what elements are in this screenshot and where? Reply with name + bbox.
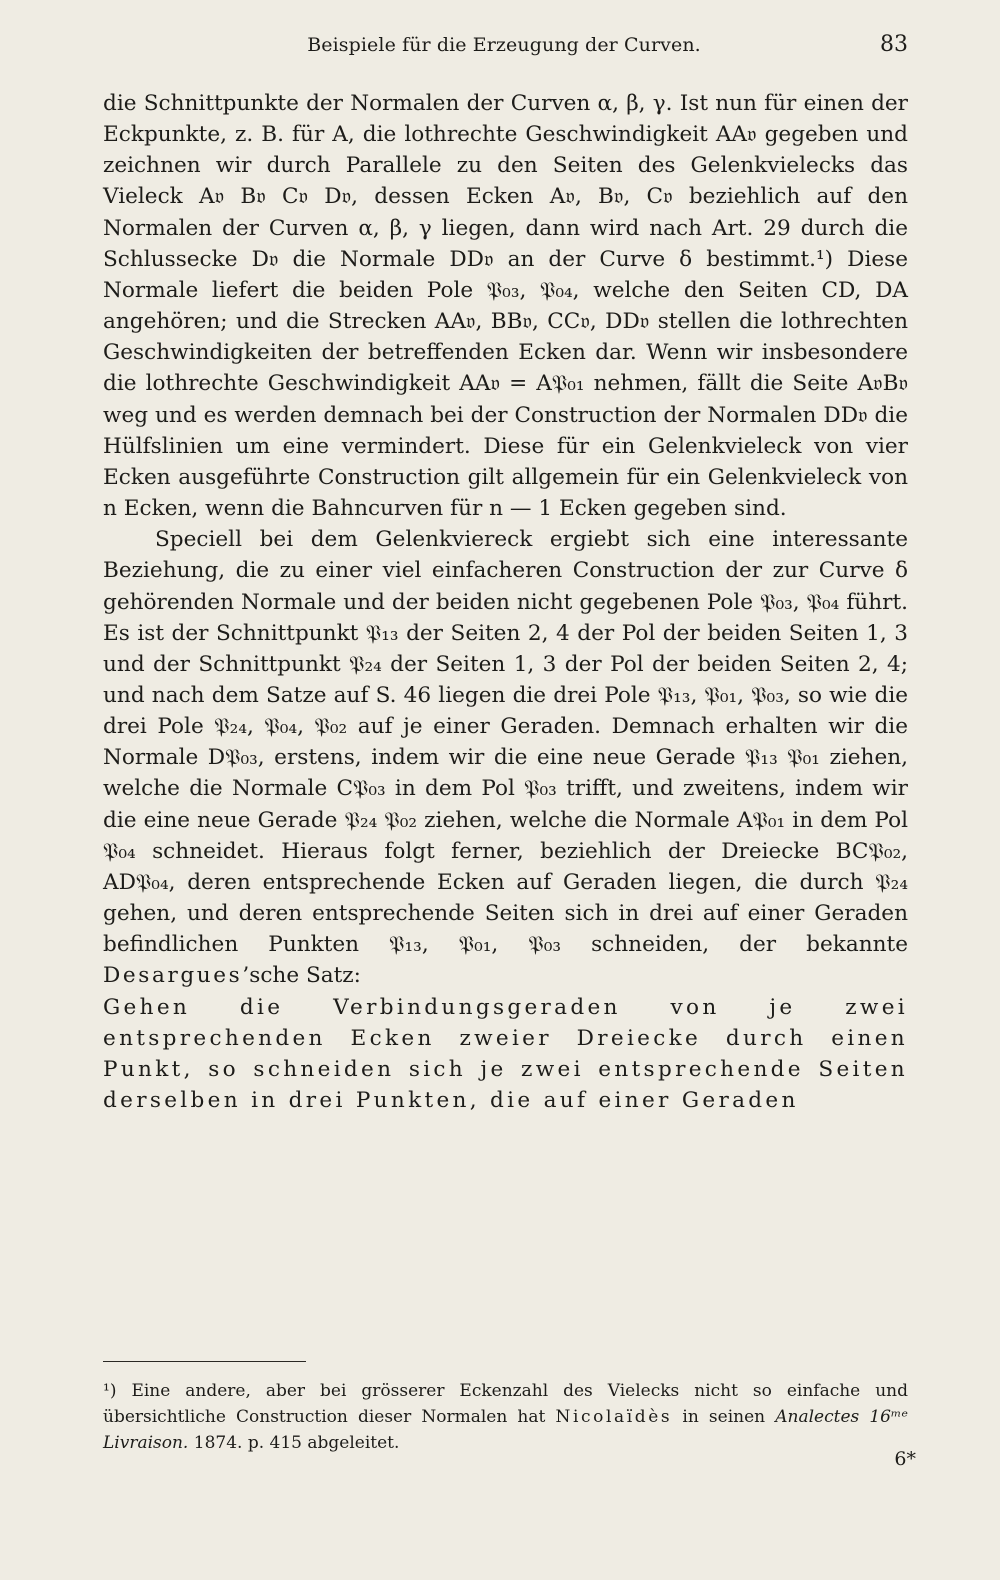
footnote-marker: ¹) <box>103 1381 117 1401</box>
body-text <box>103 88 908 1116</box>
paragraph-text-end: ’sche Satz: <box>242 963 361 989</box>
footnote-author: Nicolaïdès <box>555 1407 673 1427</box>
footnote-work-title: Analectes 16ᵐᵉ Livraison. <box>103 1407 909 1453</box>
paragraph <box>103 524 908 991</box>
footnote-text: Eine andere, aber bei grösserer Eckenzahl des Vielecks nicht so einfache und übersichtliche Construction dieser Normalen hat <box>103 1381 908 1427</box>
footnote-text: 1874. p. 415 abgeleitet. <box>193 1433 400 1453</box>
paragraph-text: Speciell bei dem Gelenkviereck ergiebt sich eine interessante Beziehung, die zu einer viel einfacheren Construction der zur Curve δ gehörenden Normale und der beiden nicht gegebenen Pole 𝔓₀₃, 𝔓₀₄ führt. Es ist der Schnittpunkt 𝔓₁₃ der Seiten 2, 4 der Pol der beiden Seiten 1, 3 und der Schnittpunkt 𝔓₂₄ der Seiten 1, 3 der Pol der beiden Seiten 2, 4; und nach dem Satze auf S. 46 liegen die drei Pole 𝔓₁₃, 𝔓₀₁, 𝔓₀₃, so wie die drei Pole 𝔓₂₄, 𝔓₀₄, 𝔓₀₂ auf je einer Geraden. Demnach erhalten wir die Normale D𝔓₀₃, erstens, indem wir die eine neue Gerade 𝔓₁₃ 𝔓₀₁ ziehen, welche die Normale C𝔓₀₃ in dem Pol 𝔓₀₃ trifft, und zweitens, indem wir die eine neue Gerade 𝔓₂₄ 𝔓₀₂ ziehen, welche die Normale A𝔓₀₁ in dem Pol 𝔓₀₄ schneidet. Hieraus folgt ferner, beziehlich der Dreiecke BC𝔓₀₂, AD𝔓₀₄, deren entsprechende Ecken auf Geraden liegen, die durch 𝔓₂₄ gehen, und deren entsprechende Seiten sich in drei auf einer Geraden befindlichen Punkten 𝔓₁₃, 𝔓₀₁, 𝔓₀₃ schneiden, der bekannte <box>103 527 908 958</box>
theorem-text: Gehen die Verbindungsgeraden von je zwei entsprechenden Ecken zweier Dreiecke durch einen Punkt, so schneiden sich je zwei entsprechende Seiten derselben in drei Punkten, die auf einer Geraden <box>103 994 908 1113</box>
page-number: 83 <box>880 32 908 57</box>
page-header <box>100 32 908 66</box>
footnote-divider <box>103 1361 306 1362</box>
running-title: Beispiele für die Erzeugung der Curven. <box>307 34 701 56</box>
footnote <box>103 1378 908 1456</box>
signature-mark: 6* <box>894 1448 916 1470</box>
name-desargues: Desargues <box>103 963 243 989</box>
paragraph: die Schnittpunkte der Normalen der Curven α, β, γ. Ist nun für einen der Eckpunkte, z. B. für A, die lothrechte Geschwindigkeit AA𝔳 gegeben und zeichnen wir durch Parallele zu den Seiten des Gelenkvielecks das Vieleck A𝔳 B𝔳 C𝔳 D𝔳, dessen Ecken A𝔳, B𝔳, C𝔳 beziehlich auf den Normalen der Curven α, β, γ liegen, dann wird nach Art. 29 durch die Schlussecke D𝔳 die Normale DD𝔳 an der Curve δ bestimmt.¹) Diese Normale liefert die beiden Pole 𝔓₀₃, 𝔓₀₄, welche den Seiten CD, DA angehören; und die Strecken AA𝔳, BB𝔳, CC𝔳, DD𝔳 stellen die lothrechten Geschwindigkeiten der betreffenden Ecken dar. Wenn wir insbesondere die lothrechte Geschwindigkeit AA𝔳 = A𝔓₀₁ nehmen, fällt die Seite A𝔳B𝔳 weg und es werden demnach bei der Construction der Normalen DD𝔳 die Hülfslinien um eine vermindert. Diese für ein Gelenkvieleck von vier Ecken ausgeführte Construction gilt allgemein für ein Gelenkvieleck von n Ecken, wenn die Bahncurven für n — 1 Ecken gegeben sind. <box>103 91 908 522</box>
footnote-text: in seinen <box>682 1407 766 1427</box>
